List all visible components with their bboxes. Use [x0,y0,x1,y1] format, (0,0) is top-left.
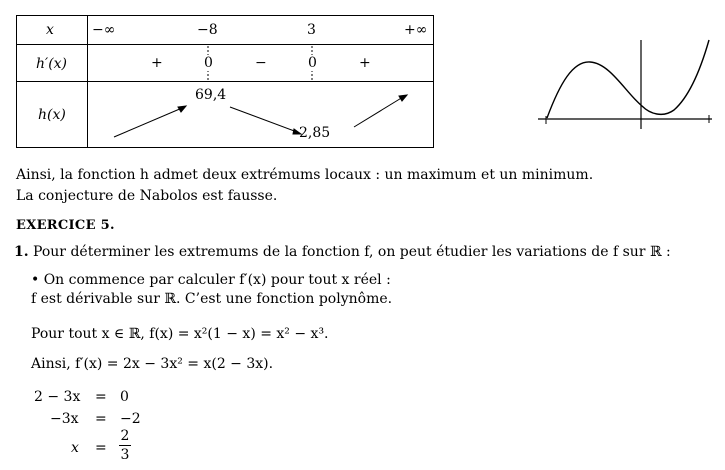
conclusion-line-2: La conjecture de Nabolos est fausse. [16,188,278,204]
eq2-equals: = [95,411,107,427]
derivative-expression: Ainsi, f′(x) = 2x − 3x² = x(2 − 3x). [31,356,274,372]
item-text: Pour déterminer les extremums de la fonction f, on peut étudier les variations de f sur ℝ : [33,244,671,260]
eq3-lhs: x [71,440,79,456]
eq1-rhs: 0 [120,389,129,405]
function-expression: Pour tout x ∈ ℝ, f(x) = x²(1 − x) = x² − x³. [31,326,329,342]
sign-plus-2: + [359,55,371,71]
eq3-fraction [119,428,131,463]
row-label-derivative: h′(x) [36,56,68,72]
x-value-3: 3 [307,22,316,38]
max-value: 69,4 [195,87,227,103]
row-label-function: h(x) [38,107,66,123]
x-value-minus-infinity: −∞ [92,22,116,38]
row-label-x: x [46,22,54,38]
x-value-plus-infinity: +∞ [404,22,428,38]
variation-arrows [114,95,407,137]
fraction-numerator: 2 [120,428,130,444]
eq3-equals: = [95,440,107,456]
bullet-text: • On commence par calculer f′(x) pour tout x réel : [31,272,391,288]
sign-plus-1: + [151,55,163,71]
eq2-rhs: −2 [120,411,141,427]
conclusion-line-1: Ainsi, la fonction h admet deux extrémums locaux : un maximum et un minimum. [16,167,594,183]
exercise-title: EXERCICE 5. [16,218,115,233]
eq1-equals: = [95,389,107,405]
fraction-denominator: 3 [120,447,130,463]
sign-zero-1: 0 [204,55,213,71]
sign-zero-2: 0 [308,55,317,71]
sign-minus: − [255,55,267,71]
x-value-minus-8: −8 [197,22,218,38]
item-number: 1. [14,244,29,260]
min-value: 2,85 [299,125,331,141]
eq1-lhs: 2 − 3x [34,389,81,405]
table-grid [16,15,434,148]
function-sketch [538,38,718,130]
eq2-lhs: −3x [50,411,79,427]
variation-table [16,15,434,148]
fraction-bar [119,445,131,446]
derivability-line: f est dérivable sur ℝ. C’est une fonction polynôme. [31,291,393,307]
